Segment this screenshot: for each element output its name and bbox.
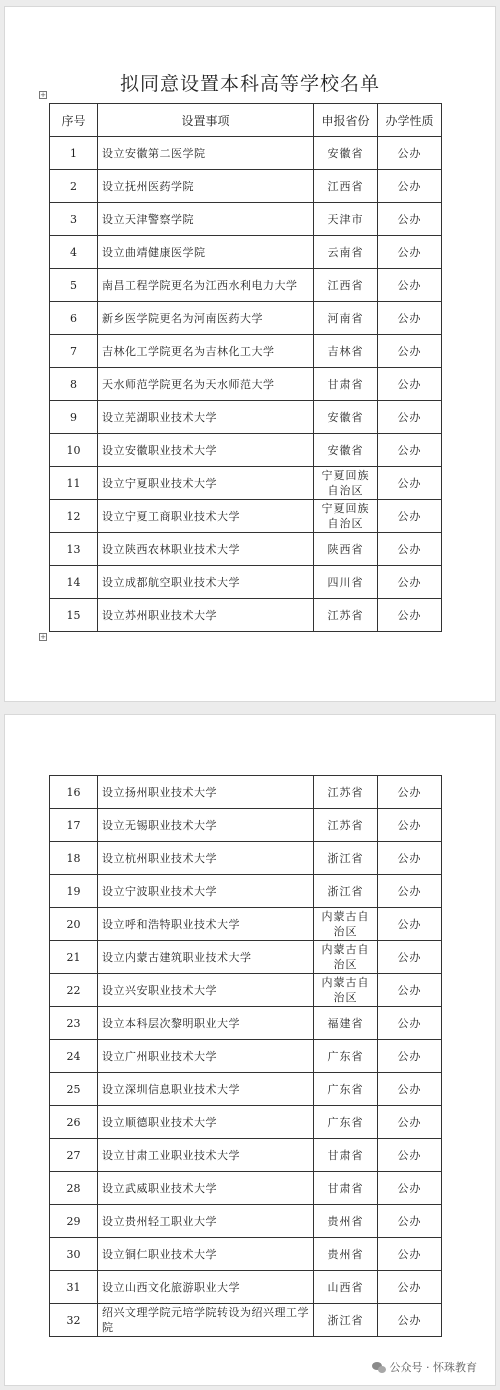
row-number: 9 bbox=[50, 401, 98, 434]
row-number: 24 bbox=[50, 1040, 98, 1073]
row-province: 江苏省 bbox=[314, 776, 378, 809]
table-row bbox=[50, 875, 442, 908]
row-item: 设立广州职业技术大学 bbox=[98, 1040, 314, 1073]
row-item: 设立宁夏职业技术大学 bbox=[98, 467, 314, 500]
row-number: 23 bbox=[50, 1007, 98, 1040]
row-number: 22 bbox=[50, 974, 98, 1007]
row-number: 15 bbox=[50, 599, 98, 632]
table-row bbox=[50, 269, 442, 302]
row-number: 18 bbox=[50, 842, 98, 875]
row-nature: 公办 bbox=[378, 236, 442, 269]
table-row bbox=[50, 566, 442, 599]
row-province: 贵州省 bbox=[314, 1205, 378, 1238]
row-number: 7 bbox=[50, 335, 98, 368]
row-province: 甘肃省 bbox=[314, 1139, 378, 1172]
row-item: 设立曲靖健康医学院 bbox=[98, 236, 314, 269]
row-item: 绍兴文理学院元培学院转设为绍兴理工学院 bbox=[98, 1304, 314, 1337]
row-nature: 公办 bbox=[378, 1106, 442, 1139]
row-province: 河南省 bbox=[314, 302, 378, 335]
row-province: 宁夏回族自治区 bbox=[314, 467, 378, 500]
row-nature: 公办 bbox=[378, 566, 442, 599]
row-nature: 公办 bbox=[378, 203, 442, 236]
table-row bbox=[50, 1172, 442, 1205]
schools-table-part-2 bbox=[49, 775, 442, 1337]
row-province: 安徽省 bbox=[314, 137, 378, 170]
table-row bbox=[50, 368, 442, 401]
table-row bbox=[50, 1238, 442, 1271]
row-province: 甘肃省 bbox=[314, 368, 378, 401]
row-province: 山西省 bbox=[314, 1271, 378, 1304]
table-row bbox=[50, 1304, 442, 1337]
table-row bbox=[50, 1007, 442, 1040]
row-province: 四川省 bbox=[314, 566, 378, 599]
row-number: 8 bbox=[50, 368, 98, 401]
row-nature: 公办 bbox=[378, 1238, 442, 1271]
row-province: 江苏省 bbox=[314, 599, 378, 632]
row-number: 17 bbox=[50, 809, 98, 842]
row-nature: 公办 bbox=[378, 533, 442, 566]
header-province: 申报省份 bbox=[314, 104, 378, 137]
table-row bbox=[50, 1073, 442, 1106]
row-item: 新乡医学院更名为河南医药大学 bbox=[98, 302, 314, 335]
row-number: 10 bbox=[50, 434, 98, 467]
row-item: 设立苏州职业技术大学 bbox=[98, 599, 314, 632]
table-row bbox=[50, 842, 442, 875]
row-number: 5 bbox=[50, 269, 98, 302]
row-nature: 公办 bbox=[378, 1304, 442, 1337]
row-province: 广东省 bbox=[314, 1040, 378, 1073]
row-number: 4 bbox=[50, 236, 98, 269]
row-province: 安徽省 bbox=[314, 401, 378, 434]
row-province: 内蒙古自治区 bbox=[314, 941, 378, 974]
row-number: 30 bbox=[50, 1238, 98, 1271]
row-item: 设立贵州轻工职业大学 bbox=[98, 1205, 314, 1238]
row-number: 20 bbox=[50, 908, 98, 941]
row-number: 2 bbox=[50, 170, 98, 203]
row-number: 12 bbox=[50, 500, 98, 533]
table-row bbox=[50, 500, 442, 533]
row-item: 设立宁波职业技术大学 bbox=[98, 875, 314, 908]
table-row bbox=[50, 467, 442, 500]
row-province: 浙江省 bbox=[314, 1304, 378, 1337]
row-province: 安徽省 bbox=[314, 434, 378, 467]
table-row bbox=[50, 434, 442, 467]
header-nature: 办学性质 bbox=[378, 104, 442, 137]
row-item: 设立山西文化旅游职业大学 bbox=[98, 1271, 314, 1304]
row-province: 吉林省 bbox=[314, 335, 378, 368]
row-item: 设立抚州医药学院 bbox=[98, 170, 314, 203]
header-item: 设置事项 bbox=[98, 104, 314, 137]
row-nature: 公办 bbox=[378, 1172, 442, 1205]
table-row bbox=[50, 776, 442, 809]
row-nature: 公办 bbox=[378, 1073, 442, 1106]
row-nature: 公办 bbox=[378, 599, 442, 632]
row-nature: 公办 bbox=[378, 467, 442, 500]
row-nature: 公办 bbox=[378, 776, 442, 809]
row-item: 设立顺德职业技术大学 bbox=[98, 1106, 314, 1139]
row-item: 设立本科层次黎明职业大学 bbox=[98, 1007, 314, 1040]
row-number: 25 bbox=[50, 1073, 98, 1106]
row-item: 设立兴安职业技术大学 bbox=[98, 974, 314, 1007]
table-row bbox=[50, 203, 442, 236]
table-row bbox=[50, 1139, 442, 1172]
row-number: 29 bbox=[50, 1205, 98, 1238]
table-row bbox=[50, 335, 442, 368]
row-item: 设立宁夏工商职业技术大学 bbox=[98, 500, 314, 533]
row-item: 设立铜仁职业技术大学 bbox=[98, 1238, 314, 1271]
row-nature: 公办 bbox=[378, 335, 442, 368]
table-body-1 bbox=[50, 137, 442, 632]
row-nature: 公办 bbox=[378, 941, 442, 974]
row-nature: 公办 bbox=[378, 434, 442, 467]
row-nature: 公办 bbox=[378, 170, 442, 203]
row-province: 贵州省 bbox=[314, 1238, 378, 1271]
row-nature: 公办 bbox=[378, 809, 442, 842]
table-row bbox=[50, 974, 442, 1007]
row-nature: 公办 bbox=[378, 302, 442, 335]
row-province: 内蒙古自治区 bbox=[314, 908, 378, 941]
row-nature: 公办 bbox=[378, 908, 442, 941]
row-province: 福建省 bbox=[314, 1007, 378, 1040]
table-header-row bbox=[50, 104, 442, 137]
document-title: 拟同意设置本科高等学校名单 bbox=[119, 73, 380, 95]
row-number: 3 bbox=[50, 203, 98, 236]
row-nature: 公办 bbox=[378, 137, 442, 170]
row-nature: 公办 bbox=[378, 1205, 442, 1238]
row-nature: 公办 bbox=[378, 1271, 442, 1304]
row-item: 设立杭州职业技术大学 bbox=[98, 842, 314, 875]
row-item: 设立安徽第二医学院 bbox=[98, 137, 314, 170]
row-province: 广东省 bbox=[314, 1073, 378, 1106]
row-item: 天水师范学院更名为天水师范大学 bbox=[98, 368, 314, 401]
table-row bbox=[50, 599, 442, 632]
table-resize-handle-icon[interactable]: + bbox=[40, 633, 46, 641]
row-nature: 公办 bbox=[378, 875, 442, 908]
row-province: 云南省 bbox=[314, 236, 378, 269]
row-nature: 公办 bbox=[378, 1040, 442, 1073]
row-item: 设立内蒙古建筑职业技术大学 bbox=[98, 941, 314, 974]
row-number: 6 bbox=[50, 302, 98, 335]
row-number: 21 bbox=[50, 941, 98, 974]
row-nature: 公办 bbox=[378, 401, 442, 434]
row-number: 31 bbox=[50, 1271, 98, 1304]
row-number: 16 bbox=[50, 776, 98, 809]
document-page-2 bbox=[4, 714, 496, 1386]
table-row bbox=[50, 809, 442, 842]
table-row bbox=[50, 1040, 442, 1073]
row-province: 广东省 bbox=[314, 1106, 378, 1139]
table-body-2 bbox=[50, 776, 442, 1337]
table-row bbox=[50, 1205, 442, 1238]
row-nature: 公办 bbox=[378, 269, 442, 302]
row-item: 吉林化工学院更名为吉林化工大学 bbox=[98, 335, 314, 368]
row-province: 浙江省 bbox=[314, 842, 378, 875]
row-item: 设立无锡职业技术大学 bbox=[98, 809, 314, 842]
row-number: 13 bbox=[50, 533, 98, 566]
row-item: 设立陕西农林职业技术大学 bbox=[98, 533, 314, 566]
wechat-icon bbox=[372, 1362, 386, 1373]
row-item: 设立成都航空职业技术大学 bbox=[98, 566, 314, 599]
row-nature: 公办 bbox=[378, 842, 442, 875]
table-row bbox=[50, 236, 442, 269]
row-item: 设立芜湖职业技术大学 bbox=[98, 401, 314, 434]
table-row bbox=[50, 1271, 442, 1304]
header-no: 序号 bbox=[50, 104, 98, 137]
table-row bbox=[50, 908, 442, 941]
watermark-text: 公众号 · 怀珠教育 bbox=[389, 1361, 477, 1374]
row-item: 设立天津警察学院 bbox=[98, 203, 314, 236]
table-row bbox=[50, 137, 442, 170]
row-number: 1 bbox=[50, 137, 98, 170]
row-province: 江苏省 bbox=[314, 809, 378, 842]
table-row bbox=[50, 941, 442, 974]
row-number: 32 bbox=[50, 1304, 98, 1337]
row-nature: 公办 bbox=[378, 500, 442, 533]
schools-table-part-1 bbox=[49, 103, 442, 632]
row-number: 28 bbox=[50, 1172, 98, 1205]
row-number: 27 bbox=[50, 1139, 98, 1172]
row-province: 江西省 bbox=[314, 170, 378, 203]
row-province: 浙江省 bbox=[314, 875, 378, 908]
row-province: 宁夏回族自治区 bbox=[314, 500, 378, 533]
row-item: 设立武威职业技术大学 bbox=[98, 1172, 314, 1205]
row-nature: 公办 bbox=[378, 368, 442, 401]
row-item: 设立甘肃工业职业技术大学 bbox=[98, 1139, 314, 1172]
row-nature: 公办 bbox=[378, 974, 442, 1007]
watermark bbox=[372, 1359, 478, 1375]
row-item: 南昌工程学院更名为江西水利电力大学 bbox=[98, 269, 314, 302]
row-province: 天津市 bbox=[314, 203, 378, 236]
row-number: 11 bbox=[50, 467, 98, 500]
row-number: 14 bbox=[50, 566, 98, 599]
row-number: 19 bbox=[50, 875, 98, 908]
table-row bbox=[50, 533, 442, 566]
row-nature: 公办 bbox=[378, 1139, 442, 1172]
table-row bbox=[50, 401, 442, 434]
row-item: 设立呼和浩特职业技术大学 bbox=[98, 908, 314, 941]
row-province: 江西省 bbox=[314, 269, 378, 302]
row-nature: 公办 bbox=[378, 1007, 442, 1040]
row-item: 设立扬州职业技术大学 bbox=[98, 776, 314, 809]
row-item: 设立安徽职业技术大学 bbox=[98, 434, 314, 467]
row-province: 甘肃省 bbox=[314, 1172, 378, 1205]
row-item: 设立深圳信息职业技术大学 bbox=[98, 1073, 314, 1106]
table-row bbox=[50, 170, 442, 203]
row-province: 内蒙古自治区 bbox=[314, 974, 378, 1007]
table-row bbox=[50, 1106, 442, 1139]
row-number: 26 bbox=[50, 1106, 98, 1139]
table-move-handle-icon[interactable]: + bbox=[40, 91, 46, 99]
document-page-1 bbox=[4, 6, 496, 702]
row-province: 陕西省 bbox=[314, 533, 378, 566]
table-row bbox=[50, 302, 442, 335]
